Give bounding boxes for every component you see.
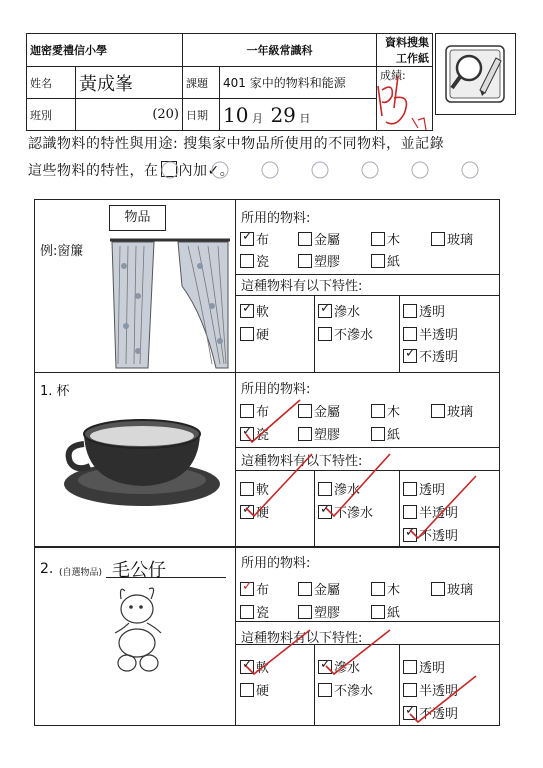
school-name: 迦密愛禮信小學 [27,34,183,67]
ex-material-glass[interactable]: 玻璃 [431,229,473,248]
own-item-hint: (自選物品) [59,568,103,578]
ex-material-porcelain[interactable]: 瓷 [240,251,269,270]
sheet-title: 資料搜集工作紙 [377,34,433,67]
own-material-glass[interactable]: 玻璃 [431,579,473,598]
class-value: (20) [76,99,183,131]
ex-prop-waterproof[interactable]: 不滲水 [318,324,373,343]
ex-prop-transparent[interactable]: 透明 [403,301,445,320]
ex-prop-absorbent[interactable]: ✓ 滲水 [320,301,361,320]
name-label: 姓名 [27,67,76,99]
cup-material-porcelain[interactable]: ✓ 瓷 [242,424,270,443]
score-label: 成績: [380,69,406,82]
date-month: 10 [223,102,249,127]
own-item-number: 2. [40,561,54,577]
cup-material-glass[interactable]: 玻璃 [431,401,473,420]
own-material-cloth[interactable]: ✓ 布 [242,579,270,598]
example-label: 例:窗簾 [40,244,84,259]
ex-material-plastic[interactable]: 塑膠 [298,251,340,270]
cup-material-wood[interactable]: 木 [371,401,400,420]
cup-prop-hard[interactable]: ✓ 硬 [242,502,270,521]
cup-material-paper[interactable]: 紙 [371,424,400,443]
date-day: 29 [270,102,296,127]
instructions-line2: 這些物料的特性，在 [28,163,159,179]
ex-prop-soft[interactable]: ✓ 軟 [242,301,270,320]
subject: 一年級常識科 [183,34,377,67]
own-prop-absorbent[interactable]: ✓ 滲水 [320,657,361,676]
own-properties-label: 這種物料有以下特性: [241,631,363,646]
own-prop-transparent[interactable]: 透明 [403,657,445,676]
cup-used-materials-label: 所用的物料: [241,382,311,397]
cup-material-metal[interactable]: 金屬 [298,401,340,420]
cup-prop-soft[interactable]: 軟 [240,479,269,498]
cup-prop-transparent[interactable]: 透明 [403,479,445,498]
own-material-wood[interactable]: 木 [371,579,400,598]
cup-material-cloth[interactable]: 布 [240,401,269,420]
topic-label: 課題 [183,67,220,99]
ex-material-metal[interactable]: 金屬 [298,229,340,248]
date-field [220,99,377,131]
used-materials-label: 所用的物料: [241,211,311,226]
ex-material-cloth[interactable]: ✓ 布 [242,229,270,248]
cup-prop-translucent[interactable]: 半透明 [403,502,458,521]
item-label-box: 物品 [109,205,166,231]
ex-material-paper[interactable]: 紙 [371,251,400,270]
own-material-porcelain[interactable]: 瓷 [240,602,269,621]
ex-prop-translucent[interactable]: 半透明 [403,324,458,343]
ex-prop-hard[interactable]: 硬 [240,324,269,343]
own-material-metal[interactable]: 金屬 [298,579,340,598]
instructions-line2-end: 內加✓。 [178,163,235,179]
ex-material-wood[interactable]: 木 [371,229,400,248]
date-label: 日期 [183,99,220,131]
own-prop-soft[interactable]: ✓ 軟 [242,657,270,676]
date-month-unit: 月 [251,111,263,125]
cup-prop-absorbent[interactable]: 滲水 [318,479,360,498]
date-day-unit: 日 [299,111,311,125]
cup-prop-waterproof[interactable]: ✓ 不滲水 [320,502,374,521]
class-label: 班別 [27,99,76,131]
topic-value: 401 家中的物料和能源 [220,67,377,99]
own-material-paper[interactable]: 紙 [371,602,400,621]
properties-label: 這種物料有以下特性: [241,279,363,294]
own-prop-opaque[interactable]: ✓ 不透明 [405,703,459,722]
own-prop-waterproof[interactable]: 不滲水 [318,680,373,699]
own-prop-translucent[interactable]: 半透明 [403,680,458,699]
instructions-line1: 認識物料的特性與用途: 搜集家中物品所使用的不同物料，並記錄 [28,136,445,152]
cup-label: 1. 杯 [40,384,70,399]
own-material-plastic[interactable]: 塑膠 [298,602,340,621]
cup-red-ticks-icon [240,398,490,543]
header-icon-box [435,33,516,115]
own-item-value: 毛公仔 [112,560,166,581]
teddy-drawing-icon [105,583,175,675]
teacher-mark-icon [368,68,438,138]
name-value: 黃成峯 [76,67,183,99]
own-red-ticks-icon [240,620,490,725]
cup-prop-opaque[interactable]: ✓ 不透明 [405,525,459,544]
own-prop-hard[interactable]: 硬 [240,680,269,699]
magnifier-pencil-icon [436,34,515,114]
ex-prop-opaque[interactable]: ✓ 不透明 [405,346,459,365]
cup-icon [62,412,222,512]
decorative-animals-icon [150,156,520,186]
cup-material-plastic[interactable]: 塑膠 [298,424,340,443]
own-used-materials-label: 所用的物料: [241,556,311,571]
own-item-underline [106,577,226,578]
curtain-icon [108,236,232,372]
cup-properties-label: 這種物料有以下特性: [241,454,363,469]
